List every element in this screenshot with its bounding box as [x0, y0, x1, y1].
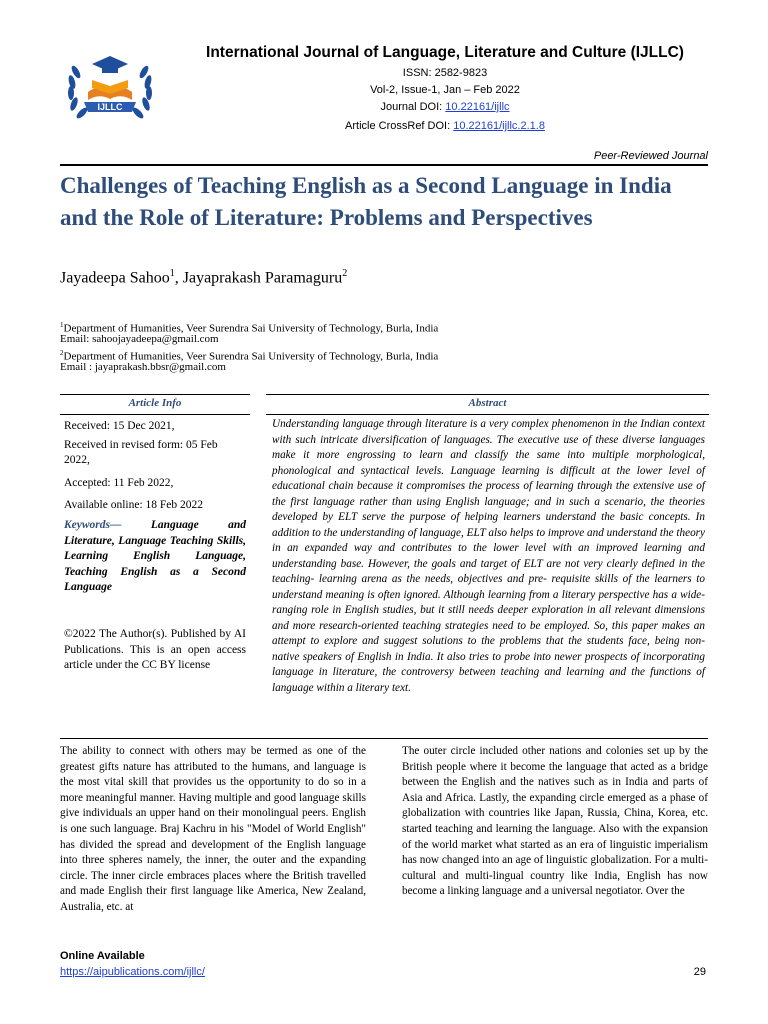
- journal-logo: [62, 50, 158, 128]
- author-1: Jayadeepa Sahoo: [60, 269, 170, 287]
- footer-online-label: Online Available: [60, 950, 145, 962]
- online-date: Available online: 18 Feb 2022: [64, 499, 204, 511]
- journal-doi-link[interactable]: 10.22161/ijllc: [445, 101, 510, 113]
- logo-text: IJLLC: [97, 102, 123, 112]
- abstract-text: Understanding language through literature is a very complex phenomenon in the Indian context with such intricate diversification of languages. The executive use of these diverse languages make it more engrossing to learn and classify the same into multiple morphological, phonological and syntactical levels. Language learning is difficult at the lower level of educational chain because it compromises the process of learning through the extensive use of the first language rather than using English language; and in such a scenario, the theories developed by ELT serve the purpose of helping learners understand the basic concepts. In addition to the understanding of language, ELT also helps to improve and understand the theory in an expanded way and contributes to the lower level with an improved learning and understanding base. However, the goals and target of ELT are not very clearly defined in the teaching- learning arena as the needs, objectives and pre- requisite skills of the learners to understand meaning is often ignored. Although learning from a literary perspective has a wide-ranging role in English studies, but it still needs deeper exploration in all relevant dimensions and more research-oriented teaching strategies need to be employed. So, this paper makes an attempt to explore and suggest solutions to the problems that the students face, being non- native speakers of English in India. It also tries to probe into newer prospects of incorporating language in literature, the controversy between teaching and learning and the functions of language within a literary text.: [272, 418, 705, 694]
- volume-issue: Vol-2, Issue-1, Jan – Feb 2022: [370, 84, 520, 96]
- body-right-column: The outer circle included other nations and colonies set up by the British people where it become the language that acted as a bridge between the English and the natives such as in India and parts of Asia and Africa. Lastly, the expanding circle emerged as a phase of globalization with countries like Japan, Russia, China, Korea, etc. started teaching and learning the language. Also with the expansion of the world market what started as an era of linguistic imperialism has now changed into an age of linguistic globalization. For a multi-cultural and multi-lingual country like India, English has now become a linking language and a universal negotiator. Over the: [402, 745, 708, 898]
- affiliation-1-text: Department of Humanities, Veer Surendra Sai University of Technology, Burla, India: [63, 322, 439, 335]
- paper-title: Challenges of Teaching English as a Second Language in India and the Role of Literature: Problems and Perspectives: [60, 173, 672, 230]
- author-2: Jayaprakash Paramaguru: [182, 269, 343, 287]
- journal-doi: [180, 101, 710, 113]
- keywords-text: Language and Literature, Language Teaching Skills, Learning English Language, Teaching English as a Second Language: [64, 519, 246, 593]
- email-1: Email: sahoojayadeepa@gmail.com: [60, 333, 219, 345]
- article-info-top-rule: [60, 394, 250, 395]
- article-info-heading: Article Info: [128, 397, 182, 409]
- abstract-heading: Abstract: [468, 397, 507, 409]
- journal-title: International Journal of Language, Literature and Culture (IJLLC): [206, 44, 684, 61]
- footer-url: [60, 966, 205, 978]
- abstract-bottom-rule: [60, 738, 708, 739]
- crossref-doi-label: Article CrossRef DOI:: [345, 120, 454, 132]
- abstract-top-rule: [266, 394, 709, 395]
- issn: ISSN: 2582-9823: [402, 67, 488, 79]
- affiliation-2-sup: 2: [60, 349, 64, 357]
- author-2-sup: 2: [342, 268, 348, 279]
- revised-date: Received in revised form: 05 Feb 2022,: [64, 439, 218, 466]
- author-separator: ,: [174, 269, 183, 287]
- author-1-sup: 1: [169, 268, 175, 279]
- email-2: Email : jayaprakash.bbsr@gmail.com: [60, 361, 226, 373]
- accepted-date: Accepted: 11 Feb 2022,: [64, 477, 174, 489]
- peer-reviewed-label: Peer-Reviewed Journal: [593, 150, 708, 162]
- footer-url-link[interactable]: https://aipublications.com/ijllc/: [60, 966, 205, 978]
- article-info-header-rule: [60, 414, 250, 415]
- received-date: Received: 15 Dec 2021,: [64, 420, 175, 432]
- crossref-doi-link[interactable]: 10.22161/ijllc.2.1.8: [453, 120, 545, 132]
- affiliation-2-text: Department of Humanities, Veer Surendra Sai University of Technology, Burla, India: [63, 350, 439, 363]
- page-number: 29: [693, 966, 706, 978]
- affiliation-1-sup: 1: [60, 321, 64, 329]
- keywords: [64, 518, 246, 596]
- body-left-column: The ability to connect with others may be termed as one of the greatest gifts nature has attributed to the humans, and language is the most vital skill that provides us the opportunity to do so in a more meaningful manner. Having multiple and good language skills give individuals an upper hand on their monolingual peers. English is one such language. Braj Kachru in his "Model of World English" has divided the spread and development of the English language into three spheres namely, the inner, the outer and the expanding circle. The inner circle embraces places where the British travelled and made English their first language like America, New Zealand, Australia, etc. at: [60, 745, 366, 913]
- abstract-header-rule: [266, 414, 709, 415]
- keywords-label: Keywords—: [64, 519, 122, 531]
- crossref-doi: [180, 120, 710, 132]
- license-text: ©2022 The Author(s). Published by AI Publications. This is an open access article under the CC BY license: [64, 628, 246, 671]
- authors: [60, 268, 347, 287]
- header-divider: [60, 164, 708, 166]
- journal-doi-label: Journal DOI:: [380, 101, 446, 113]
